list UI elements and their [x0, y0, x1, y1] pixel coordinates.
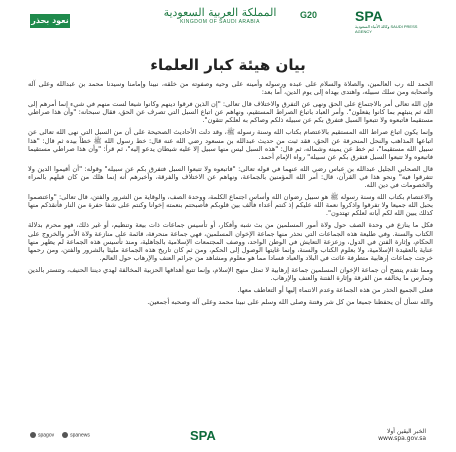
paragraph: ومما تقدم يتضح أن جماعة الإخوان المسلمين جماعة إرهابية لا تمثل منهج الإسلام، وإنما تتبع أهدافها الحزبية المخالفة لهدي ديننا الحنيف، وتتستر بالدين وتمارس ما يخالفه من الفرقة وإثارة الفتنة والعنف والإرهاب. [28, 265, 433, 282]
paragraph: قال الصحابي الجليل عبدالله بن عباس رضي الله عنهما في قوله تعالى: "فاتبعوه ولا تتبعوا السبل فتفرق بكم عن سبيله" وقوله: "أن أقيموا الدين ولا تتفرقوا فيه" ونحو هذا في القرآن، قال: أمر الله المؤمنين بالجماعة، ونهاهم عن الاختلاف والفرقة، وأخبرهم أنه إنما هلك من كان قبلهم بالمراء والخصومات في دين الله. [28, 164, 433, 190]
paragraph: فعلى الجميع الحذر من هذه الجماعة وعدم الانتماء إليها أو التعاطف معها. [237, 286, 433, 295]
spa-logo-sub: وكالة الأنباء السعودية SAUDI PRESS AGENCY [355, 24, 418, 34]
footer-bar [0, 426, 456, 452]
statement-title: بيان هيئة كبار العلماء [150, 56, 306, 74]
paragraph: فإن الله تعالى أمر بالاجتماع على الحق ونهى عن التفرق والاختلاف قال تعالى: "إن الذين فرقوا دينهم وكانوا شيعا لست منهم في شيء إنما أمرهم إلى الله ثم ينبئهم بما كانوا يفعلون". وأمر العباد باتباع الصراط المستقيم، ونهاهم عن اتباع السبل التي تصرف عن الحق، فقال سبحانه: "وأن هذا صراطي مستقيما فاتبعوه ولا تتبعوا السبل فتفرق بكم عن سبيله ذلكم وصاكم به لعلكم تتقون". [28, 100, 433, 125]
spa-logo-text: SPA [355, 8, 383, 24]
kingdom-name-ar: المملكة العربية السعودية [163, 6, 277, 19]
social-handle[interactable] [62, 432, 90, 438]
kingdom-name-en: KINGDOM OF SAUDI ARABIA [180, 19, 260, 25]
handle-text: spanews [70, 432, 90, 439]
footer-spa-logo: SPA [190, 428, 216, 443]
footer-info [378, 428, 426, 442]
paragraph: الحمد لله رب العالمين، والصلاة والسلام على عبده ورسوله وأمينه على وحيه وصفوته من خلقه، نبينا وإمامنا وسيدنا محمد بن عبدالله وعلى آله وأصحابه ومن سلك سبيله، واهتدى بهداه إلى يوم الدين، أما بعد: [28, 80, 433, 97]
g20-logo: G20 [300, 10, 318, 20]
handle-text: spagov [38, 432, 55, 439]
paragraph: والاعتصام بكتاب الله وسنة رسوله ﷺ هو سبيل رضوان الله وأساس اجتماع الكلمة، ووحدة الصف، والوقاية من الشرور والفتن، قال تعالى: "واعتصموا بحبل الله جميعا ولا تفرقوا واذكروا نعمة الله عليكم إذ كنتم أعداء فألف بين قلوبكم فأصبحتم بنعمته إخوانا وكنتم على شفا حفرة من النار فأنقذكم منها كذلك يبين الله لكم آياته لعلكم تهتدون". [28, 193, 433, 218]
social-handles [30, 432, 90, 438]
campaign-badge: نعود بحذر [30, 14, 70, 28]
twitter-icon [30, 432, 36, 438]
social-handle[interactable] [30, 432, 54, 438]
spa-logo [355, 8, 425, 32]
statement-body [28, 80, 433, 410]
paragraph: فكل ما ينازع في وحدة الصف حول ولاة أمور المسلمين من بث شبه وأفكار، أو تأسيس جماعات ذات بيعة وتنظيم، أو غير ذلك، فهو محرم بدلالة الكتاب والسنة. وفي طليعة هذه الجماعات التي نحذر منها جماعة الإخوان المسلمين، فهي جماعة منحرفة، قائمة على منازعة ولاة الأمر والخروج على الحكام، وإثارة الفتن في الدول، وزعزعة التعايش في الوطن الواحد، ووصف المجتمعات الإسلامية بالجاهلية، ومنذ تأسيس هذه الجماعة لم يظهر منها عناية بالعقيدة الإسلامية، ولا بعلوم الكتاب والسنة، وإنما غايتها الوصول إلى الحكم، ومن ثم كان تاريخ هذه الجماعة مليئا بالشرور والفتن، ومن رحمها خرجت جماعات إرهابية متطرفة عاثت في البلاد والعباد فسادا مما هو معلوم ومشاهد من جرائم العنف والإرهاب حول العالم. [28, 221, 433, 262]
instagram-icon [62, 432, 68, 438]
header-bar [0, 0, 456, 40]
footer-site[interactable]: www.spa.gov.sa [378, 435, 426, 442]
kingdom-logo [150, 6, 290, 34]
paragraph: وإنما يكون اتباع صراط الله المستقيم بالاعتصام بكتاب الله وسنة رسوله ﷺ، وقد دلت الأحاديث الصحيحة على أن من السبل التي نهى الله تعالى عن اتباعها المذاهب والنحل المنحرفة عن الحق، فقد ثبت من حديث عبدالله بن مسعود رضي الله عنه قال: خط رسول الله ﷺ خطاً بيده ثم قال: "هذا سبيل الله مستقيما"، ثم خط عن يمينه وشماله، ثم قال: "هذه السبل ليس منها سبيل إلا عليه شيطان يدعو إليه"، ثم قرأ: "وأن هذا صراطي مستقيما فاتبعوه ولا تتبعوا السبل فتفرق بكم عن سبيله" رواه الإمام أحمد. [28, 128, 433, 161]
paragraph: والله نسأل أن يحفظنا جميعا من كل شر وفتنة وصلى الله وسلم على نبينا محمد وعلى آله وصحبه أجمعين. [147, 298, 433, 307]
footer-tagline: الخبر اليقين أولا [386, 428, 426, 435]
